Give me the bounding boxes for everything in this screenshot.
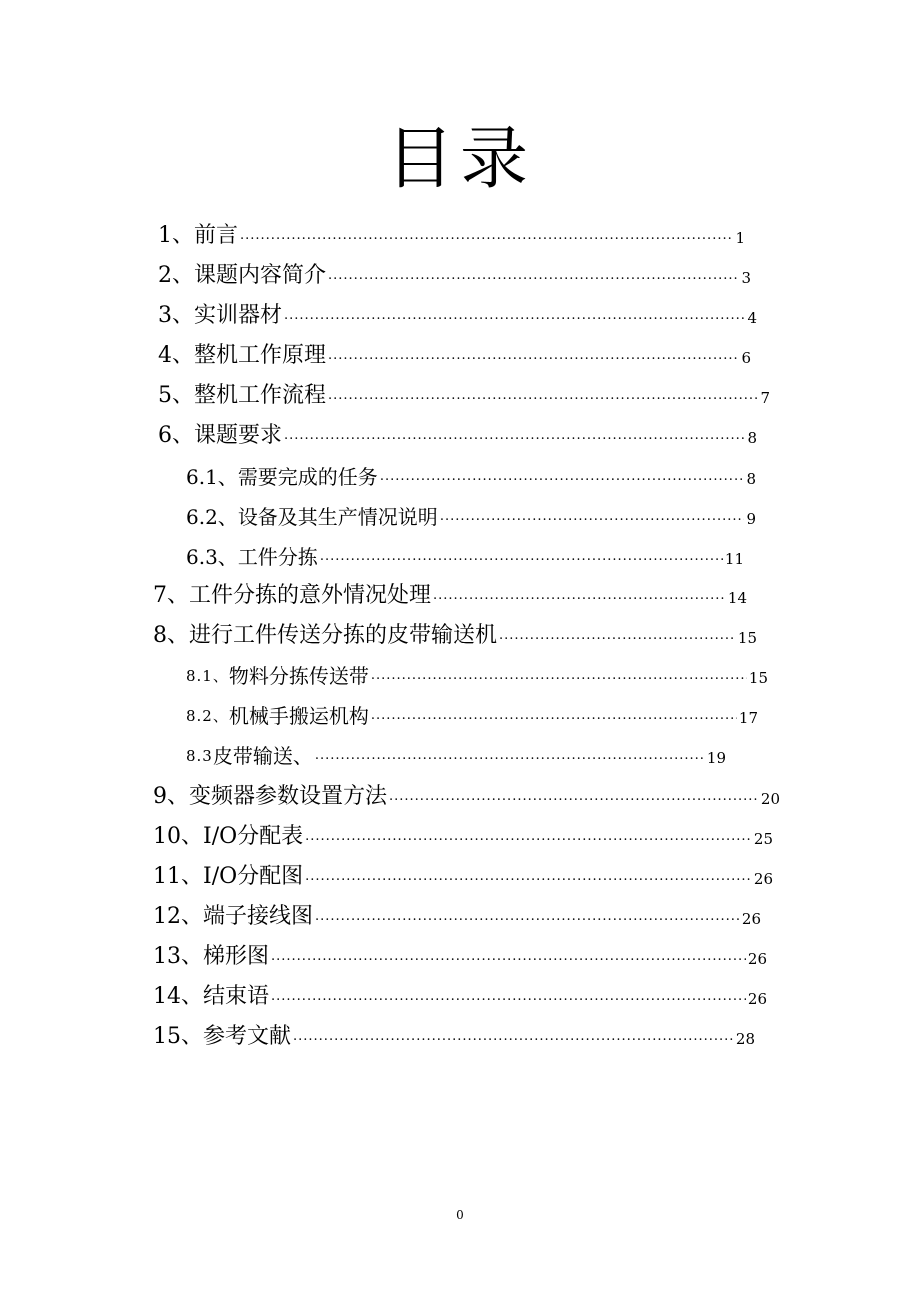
toc-leader-dots <box>380 466 745 488</box>
toc-entry[interactable] <box>186 737 726 771</box>
toc-entry-number: 12、 <box>153 904 203 929</box>
toc-entry-page: 1 <box>735 229 745 247</box>
toc-leader-dots <box>328 385 758 407</box>
toc-leader-dots <box>328 265 739 287</box>
toc-entry[interactable] <box>153 778 780 812</box>
toc-entry-title: 机械手搬运机构 <box>228 704 369 728</box>
toc-entry-title: 课题要求 <box>194 423 283 448</box>
toc-leader-dots <box>389 786 759 808</box>
toc-leader-dots <box>293 1026 734 1048</box>
toc-entry[interactable] <box>158 417 757 451</box>
toc-entry[interactable] <box>153 898 761 932</box>
toc-entry[interactable] <box>186 498 756 532</box>
toc-entry[interactable] <box>186 657 768 691</box>
toc-entry-page: 26 <box>741 910 761 928</box>
toc-entry-number: 7、 <box>153 583 189 608</box>
toc-leader-dots <box>440 506 745 528</box>
toc-leader-dots <box>271 946 746 968</box>
toc-entry-number: 2、 <box>158 263 194 288</box>
toc-entry-number: 6.2、 <box>186 505 238 529</box>
toc-entry-page: 26 <box>747 950 767 968</box>
toc-entry-title: 皮带输送、 <box>212 744 313 768</box>
toc-leader-dots <box>499 625 736 647</box>
toc-entry-number: 8.2、 <box>186 707 229 725</box>
toc-leader-dots <box>284 425 745 447</box>
toc-entry-page: 17 <box>738 709 758 727</box>
toc-entry-title: 实训器材 <box>194 303 283 328</box>
toc-entry-page: 26 <box>747 990 767 1008</box>
toc-leader-dots <box>315 906 740 928</box>
toc-leader-dots <box>240 225 733 247</box>
toc-entry[interactable] <box>153 978 767 1012</box>
toc-entry-number: 6.1、 <box>186 465 238 489</box>
toc-entry-title: 工件分拣 <box>237 545 318 569</box>
toc-leader-dots <box>305 826 752 848</box>
toc-leader-dots <box>371 705 737 727</box>
toc-entry-title: 结束语 <box>203 984 270 1009</box>
toc-entry-title: 工件分拣的意外情况处理 <box>189 583 432 608</box>
toc-entry-page: 8 <box>746 470 756 488</box>
toc-entry[interactable] <box>153 617 757 651</box>
toc-entry-page: 20 <box>760 790 780 808</box>
toc-entry-title: I/O分配图 <box>203 864 304 889</box>
toc-entry[interactable] <box>153 858 773 892</box>
toc-entry[interactable] <box>186 458 756 492</box>
toc-entry[interactable] <box>153 1018 755 1052</box>
toc-leader-dots <box>328 345 739 367</box>
toc-entry[interactable] <box>158 257 751 291</box>
toc-entry-page: 28 <box>735 1030 755 1048</box>
toc-entry-page: 4 <box>747 309 757 327</box>
toc-entry[interactable] <box>158 297 757 331</box>
toc-entry-page: 9 <box>746 510 756 528</box>
toc-entry[interactable] <box>153 938 767 972</box>
toc-entry-number: 8.3 <box>186 747 213 765</box>
toc-entry-page: 8 <box>747 429 757 447</box>
toc-entry-title: 整机工作原理 <box>194 343 327 368</box>
toc-entry-number: 14、 <box>153 984 203 1009</box>
toc-entry[interactable] <box>153 818 773 852</box>
toc-entry-title: 梯形图 <box>203 944 270 969</box>
toc-entry-title: I/O分配表 <box>203 824 304 849</box>
toc-leader-dots <box>284 305 745 327</box>
toc-leader-dots <box>433 585 726 607</box>
toc-entry-title: 需要完成的任务 <box>237 465 378 489</box>
toc-entry-number: 13、 <box>153 944 203 969</box>
toc-entry-title: 设备及其生产情况说明 <box>237 505 438 529</box>
toc-leader-dots <box>271 986 746 1008</box>
toc-entry[interactable] <box>158 377 770 411</box>
toc-entry-number: 6、 <box>158 423 194 448</box>
toc-entry-number: 5、 <box>158 383 194 408</box>
toc-entry-page: 3 <box>741 269 751 287</box>
toc-entry-number: 9、 <box>153 784 189 809</box>
toc-entry-title: 课题内容简介 <box>194 263 327 288</box>
toc-leader-dots <box>305 866 752 888</box>
toc-entry[interactable] <box>153 577 747 611</box>
toc-entry-number: 6.3、 <box>186 545 238 569</box>
toc-entry-title: 进行工件传送分拣的皮带输送机 <box>189 623 498 648</box>
toc-entry-page: 15 <box>748 669 768 687</box>
toc-entry-title: 整机工作流程 <box>194 383 327 408</box>
toc-entry-title: 前言 <box>194 223 239 248</box>
toc-entry-page: 15 <box>737 629 757 647</box>
toc-entry-number: 8、 <box>153 623 189 648</box>
toc-entry-number: 4、 <box>158 343 194 368</box>
toc-entry[interactable] <box>158 217 745 251</box>
toc-entry-title: 参考文献 <box>203 1024 292 1049</box>
toc-entry[interactable] <box>158 337 751 371</box>
toc-entry-number: 11、 <box>153 864 203 889</box>
toc-entry-title: 变频器参数设置方法 <box>189 784 388 809</box>
toc-entry-title: 物料分拣传送带 <box>228 664 369 688</box>
toc-entry-number: 10、 <box>153 824 203 849</box>
toc-entry-number: 3、 <box>158 303 194 328</box>
toc-leader-dots <box>320 546 723 568</box>
toc-entry-page: 7 <box>760 389 770 407</box>
toc-entry-page: 11 <box>724 550 744 568</box>
page-number-footer: 0 <box>456 1208 464 1222</box>
toc-leader-dots <box>315 745 705 767</box>
toc-leader-dots <box>371 665 747 687</box>
toc-entry-page: 14 <box>727 589 747 607</box>
page-title: 目录 <box>385 120 534 199</box>
toc-entry-title: 端子接线图 <box>203 904 314 929</box>
toc-entry-page: 26 <box>753 870 773 888</box>
toc-entry-number: 15、 <box>153 1024 203 1049</box>
toc-entry-number: 8.1、 <box>186 667 229 685</box>
toc-entry-page: 19 <box>706 749 726 767</box>
toc-entry-number: 1、 <box>158 223 194 248</box>
toc-entry[interactable] <box>186 538 744 572</box>
toc-entry-page: 6 <box>741 349 751 367</box>
toc-entry-page: 25 <box>753 830 773 848</box>
toc-entry[interactable] <box>186 697 758 731</box>
